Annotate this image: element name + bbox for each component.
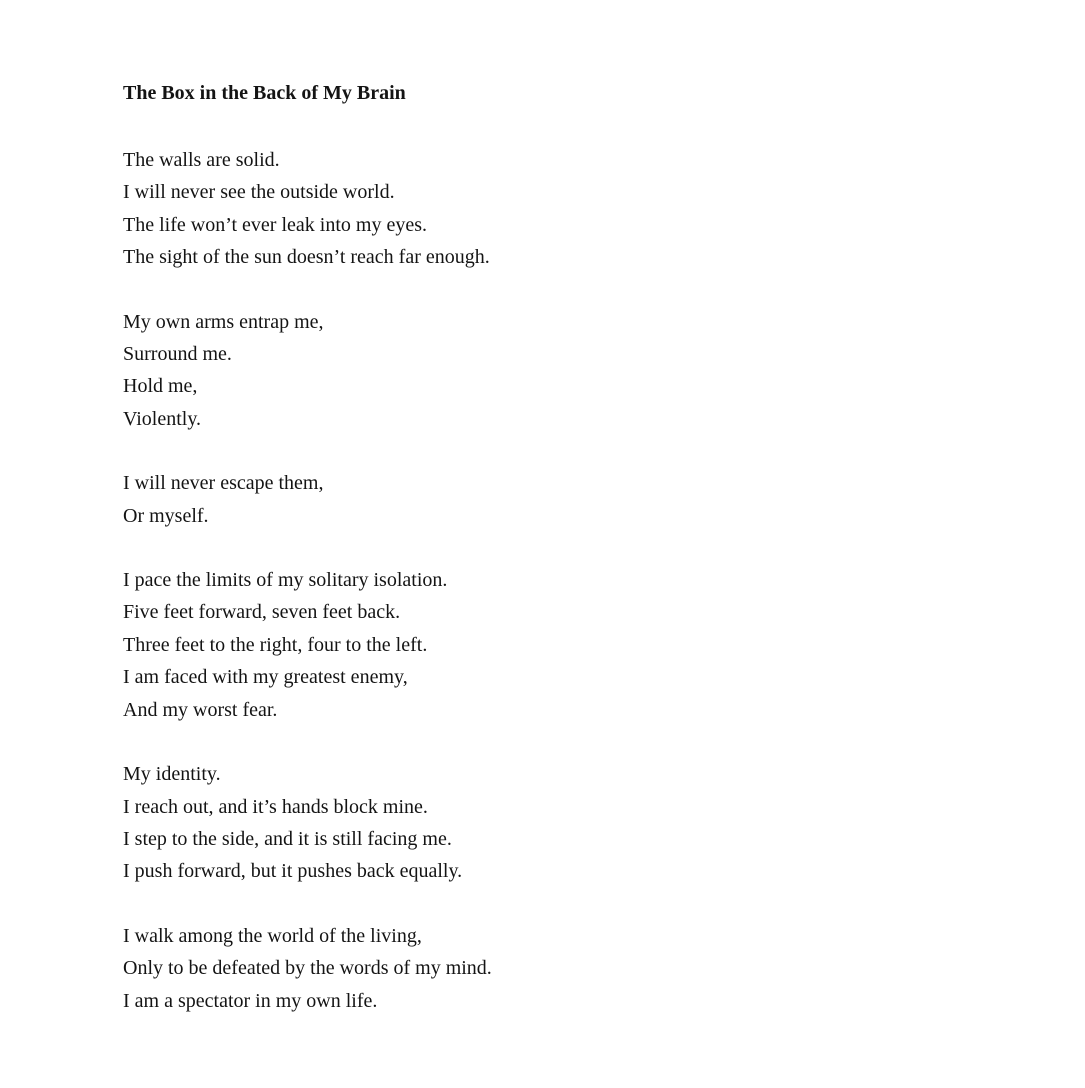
poem-line: My identity. xyxy=(123,763,221,786)
poem-line: Only to be defeated by the words of my mind. xyxy=(123,957,492,980)
stanza-3 xyxy=(123,467,1023,532)
poem-line: I will never see the outside world. xyxy=(123,181,395,204)
poem-line: I pace the limits of my solitary isolation. xyxy=(123,569,448,592)
poem xyxy=(123,79,1023,1049)
poem-line: The walls are solid. xyxy=(123,149,280,171)
poem-line: I am a spectator in my own life. xyxy=(123,989,378,1012)
poem-line: I reach out, and it’s hands block mine. xyxy=(123,795,428,818)
stanza-1 xyxy=(123,144,1023,274)
poem-line: I will never escape them, xyxy=(123,472,324,495)
stanza-2 xyxy=(123,306,1023,436)
poem-title: The Box in the Back of My Brain xyxy=(123,82,406,104)
poem-line: Violently. xyxy=(123,407,202,430)
stanza-6 xyxy=(123,920,1023,1017)
poem-line: I push forward, but it pushes back equally. xyxy=(123,860,463,883)
poem-line: I step to the side, and it is still facing me. xyxy=(123,827,452,850)
poem-line: I walk among the world of the living, xyxy=(123,924,422,947)
poem-line: Or myself. xyxy=(123,504,209,527)
poem-line: The life won’t ever leak into my eyes. xyxy=(123,213,427,236)
stanza-5 xyxy=(123,758,1023,888)
poem-line: The sight of the sun doesn’t reach far enough. xyxy=(123,246,490,269)
poem-line: Five feet forward, seven feet back. xyxy=(123,601,401,624)
poem-line: Hold me, xyxy=(123,375,198,398)
poem-line: And my worst fear. xyxy=(123,698,278,721)
poem-line: Surround me. xyxy=(123,343,232,366)
poem-line: My own arms entrap me, xyxy=(123,310,324,333)
stanza-4 xyxy=(123,564,1023,726)
poem-line: Three feet to the right, four to the left. xyxy=(123,633,428,656)
poem-line: I am faced with my greatest enemy, xyxy=(123,666,408,689)
